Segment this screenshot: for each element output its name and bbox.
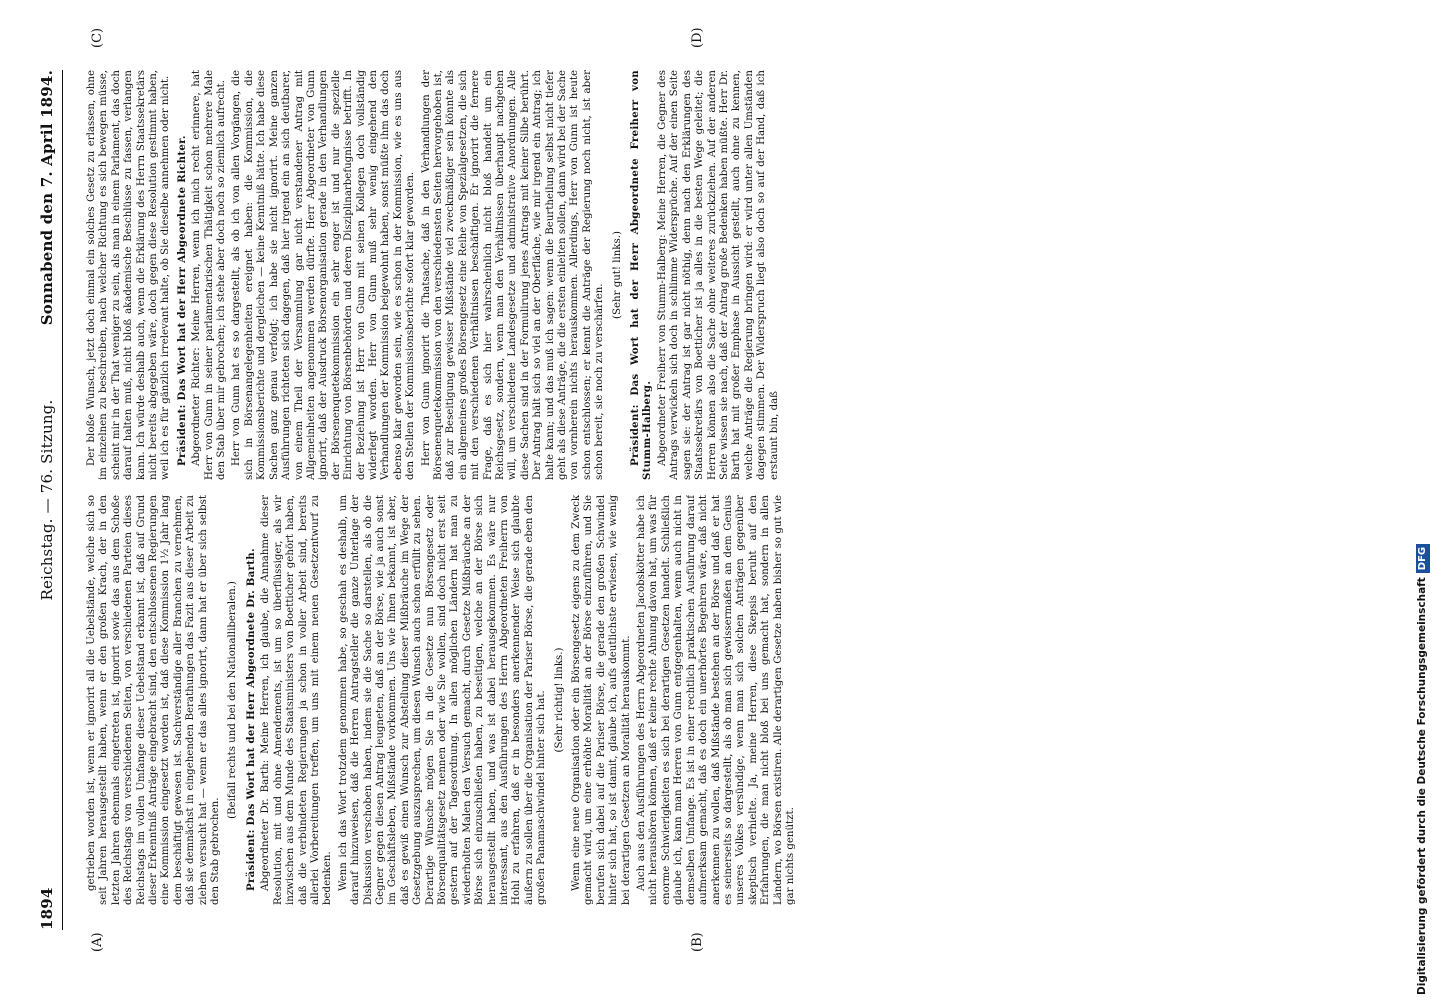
paragraph: Herr von Gunn hat es so dargestellt, als ob ich von allen Vorgängen, die sich in Börsenangelegenheiten ereignet haben: die Kommission, die Kommissionsberichte und dergleichen — keine Kenntniß hätte. Ich habe diese Sachen ganz genau verfolgt; ich habe sie nicht ignorirt. Meine ganzen Ausführungen richteten sich dagegen, daß hier irgend ein an sich deutbarer, von einem Theil der Versammlung gar nicht verstandener Antrag mit Allgemeinheiten angenommen werden dürfte. Herr Abgeordneter von Gunn ignorirt, daß der Ausdruck Börsenorganisation gerade in den Verhandlungen der Börsenenquetekommission ein sehr enger ist und nur die spezielle Einrichtung von Börsenbehörden und deren Disziplinarbefugnisse betrifft. In der Beziehung ist Herr von Gunn mit seinen Kollegen doch vollständig widerlegt worden. Herr von Gunn muß sehr wenig eingehend den Verhandlungen der Kommission beigewohnt haben, sonst müßte ihm das doch ebenso klar geworden sein, wie es schon in der Kommission, wie es uns aus den Stellen der Kommissionsberichte sofort klar geworden.: [231, 70, 417, 480]
paragraph: Wenn eine neue Organisation oder ein Börsengesetz eigens zu dem Zweck gemacht wird, um eine erhöhte Moralität an der Börse einzuführen, und Sie berufen sich dabei auf die Pariser Börse, die gerade den großen Schwindel hinter sich hat, so ist damit, glaube ich, aufs deutlichste erwiesen, wie wenig bei derartigen Gesetzen an Moralität herauskommt.: [571, 495, 632, 905]
interjection: (Sehr gut! links.): [611, 231, 623, 319]
speaker-announcement: Präsident: Das Wort hat der Herr Abgeordnete Dr. Barth.: [244, 548, 257, 891]
paragraph: Der bloße Wunsch, jetzt doch einmal ein solches Gesetz zu erlassen, ohne im einzelnen zu beschreiben, nach welcher Richtung es sich bewegen müsse, scheint mir in der That weniger zu sein, als man in einem Parlament, das doch darauf halten muß, nicht bloß akademische Beschlüsse zu fassen, verlangen kann. Ich würde deshalb auch, wenn die Erklärung des Herrn Staatssekretärs nicht bereits abgegeben wäre, doch gegen diese Resolution gestimmt haben, weil ich es für gänzlich irrelevant halte, ob Sie dieselbe annehmen oder nicht.: [86, 70, 172, 480]
paragraph: Wenn ich das Wort trotzdem genommen habe, so geschah es deshalb, um darauf hinzuweisen, daß die Herren Antragsteller die ganze Unterlage der Diskussion verschoben haben, indem sie die Sache so darstellen, als ob die Gegner gegen diesen Antrag leugneten, daß an der Börse, wie ja auch sonst im Geschäftsleben, Mißstände vorkommen. Uns wie Ihnen bekannt, ist aber, daß es gewiß einen Wunsch zur Abstellung dieser Mißbräuche im Wege der Gesetzgebung auszusprechen, um diesen Wunsch auch schon erfüllt zu sehen. Derartige Wünsche mögen Sie in die Gesetze nun Börsengesetz oder Börsenqualitätsgesetz nennen oder wie Sie wollen, sind doch nicht erst seit gestern auf der Tagesordnung. In allen möglichen Ländern hat man zu wiederholten Malen den Versuch gemacht, durch Gesetze Mißbräuche an der Börse sich einzuschließen haben, zu beseitigen, welche an der Börse sich herausgestellt haben, und was ist dabei herausgekommen. Es wäre nur interessant, aus den Ausführungen des Herrn Abgeordneten Freiherrn von Hohl zu erfahren, daß er in besonders anerkennender Weise sich glaubte äußern zu sollen über die Organisation der Pariser Börse, die gerade eben den großen Panamaschwindel hinter sich hat.: [337, 495, 548, 905]
page-header: [32, 70, 63, 930]
interjection: (Sehr richtig! links.): [553, 647, 565, 753]
left-column: [86, 495, 1416, 905]
margin-mark-d: (D): [690, 27, 705, 48]
page-year: 1894: [38, 887, 56, 930]
speaker-announcement: Präsident: Das Wort hat der Herr Abgeordnete Richter.: [175, 135, 188, 466]
session-title: Reichstag. — 76. Sitzung.: [38, 399, 56, 601]
paragraph: Abgeordneter Freiherr von Stumm-Halberg: Meine Herren, die Gegner des Antrags verwickeln sich doch in schlimme Widersprüche. Auf der einen Seite sagen sie: der Antrag ist gar nicht nöthig, denn nach den Erklärungen des Staatssekretärs von Boetticher ist ja alles in die besten Wege geleitet; die Herren können also die Sache ohne weiteres zurückziehen. Auf der anderen Seite wissen sie nach, daß der Antrag große Bedenken haben müßte. Herr Dr. Barth hat mit großer Emphase in Aussicht gestellt, auch ohne zu kennen, welche Anträge die Regierung bringen wird: er wird unter allen Umständen dagegen stimmen. Der Widerspruch liegt also doch so auf der Hand, daß ich erstaunt bin, daß: [656, 70, 780, 480]
margin-mark-c: (C): [90, 27, 105, 48]
right-column: [86, 70, 1416, 480]
paragraph: Abgeordneter Richter: Meine Herren, wenn ich mich recht erinnere, hat Herr von Gunn in seiner parlamentarischen Thätigkeit schon mehrere Male den Stab über mir gebrochen; ich stehe aber doch noch so ziemlich aufrecht.: [191, 70, 228, 480]
dfg-footer-text: [1412, 0, 1432, 1000]
session-date: Sonnabend den 7. April 1894.: [38, 70, 56, 326]
margin-mark-a: (A): [90, 932, 105, 952]
paragraph: Abgeordneter Dr. Barth: Meine Herren, ich glaube, die Annahme dieser Resolution, mit und ohne Amendements, ist um so überflüssiger, als wir inzwischen aus dem Munde des Staatsministers von Boetticher gehört haben, daß die verbündeten Regierungen ja schon in voller Arbeit sind, bereits allerlei Vorbereitungen treffen, um uns mit einem neuen Gesetzentwurf zu bedenken.: [260, 495, 334, 905]
paragraph: getrieben worden ist, wenn er ignorirt all die Uebelstände, welche sich so seit Jahren herausgestellt haben, wenn er den großen Krach, der in den letzten Jahren ebenmals eingetreten ist, ignorirt sowie das aus dem Schoße des Reichstags von verschiedenen Seiten, von verschiedenen Parteien dieses Reichstags im vollen Umfange dieser Uebelstand erkannt ist, daß auf Grund dieser Erkenntniß Anträge eingebracht sind, den entschlossenen Regierungen eine Kommission eingesetzt worden ist, daß diese Kommission 1½ Jahr lang dem beschäftigt gewesen ist. Sachverständige aller Branchen zu vernehmen, daß sie demnächst in eingehenden Berathungen das Fazit aus dieser Arbeit zu ziehen versucht hat — wenn er das alles ignorirt, dann hat er über sich selbst den Stab gebrochen.: [86, 495, 222, 905]
paragraph: Auch aus den Ausführungen des Herrn Abgeordneten Jacobskötter habe ich nicht heraushören können, daß er keine rechte Ahnung davon hat, um was für enorme Schwierigkeiten es sich bei derartigen Gesetzen handelt. Schließlich glaube ich, kann man Herren von Gunn entgegenhalten, wenn auch nicht in demselben Umfange. Es ist in einer rechtlich praktischen Ausführung darauf aufmerksam gemacht, daß es doch ein unerhörtes Begehren wäre, daß nicht anerkennen zu wollen, daß Mißstände bestehen an der Börse und daß er hat es seinerseits so dargestellt, als ob man sich gewissermaßen an dem Genius unseres Volkes versündige, wenn man sich solchen Anträgen gegenüber skeptisch verhielte. Ja, meine Herren, diese Skepsis beruht auf den Erfahrungen, die man nicht bloß bei uns gemacht hat, sondern in allen Ländern, wo Börsen existiren. Alle derartigen Gesetze haben bisher so gut wie gar nichts genützt.: [636, 495, 796, 905]
dfg-logo: DFG: [1416, 544, 1430, 573]
interjection: (Beifall rechts und bei den Nationalliberalen.): [227, 581, 239, 819]
speaker-announcement: Präsident: Das Wort hat der Herr Abgeordnete Freiherr von Stumm-Halberg.: [629, 70, 654, 480]
digitization-note: Digitalisierung gefördert durch die Deutsche Forschungsgemeinschaft: [1416, 577, 1428, 995]
dfg-footer: [1412, 0, 1432, 1000]
margin-mark-b: (B): [690, 932, 705, 952]
paragraph: Herr von Gunn ignorirt die Thatsache, daß in den Verhandlungen der Börsenenquetekommission von den verschiedensten Seiten hervorgehoben ist, daß zur Beseitigung gewisser Mißstände viel zweckmäßiger sein könnte als ein allgemeines großes Börsengesetz eine Reihe von Spezialgesetzen, die sich mit den verschiedenen Verhältnissen beschäftigen. Er ignorirt die fernere Frage, daß es sich hier wahrscheinlich nicht bloß handelt um ein Reichsgesetz, sondern, wenn man den Verhältnissen überhaupt nachgehen will, um verschiedene Landesgesetze und administrative Anordnungen. Alle diese Sachen sind in der Formulirung jenes Antrags mit keiner Silbe berührt. Der Antrag hält sich so viel an der Oberfläche, wie mir irgend ein Antrag; ich halte kann; und das muß ich sagen: wenn die Beurtheilung selbst nicht tiefer geht als diese Anträge, die die ersten einleiten sollen, dann wird bei der Sache von vornherein nichts herauskommen. Allerdings, Herr von Gunn ist heute schon entschlossen; er kennt die Anträge der Regierung noch nicht, ist aber schon bereit, sie noch zu verschärfen.: [420, 70, 606, 480]
